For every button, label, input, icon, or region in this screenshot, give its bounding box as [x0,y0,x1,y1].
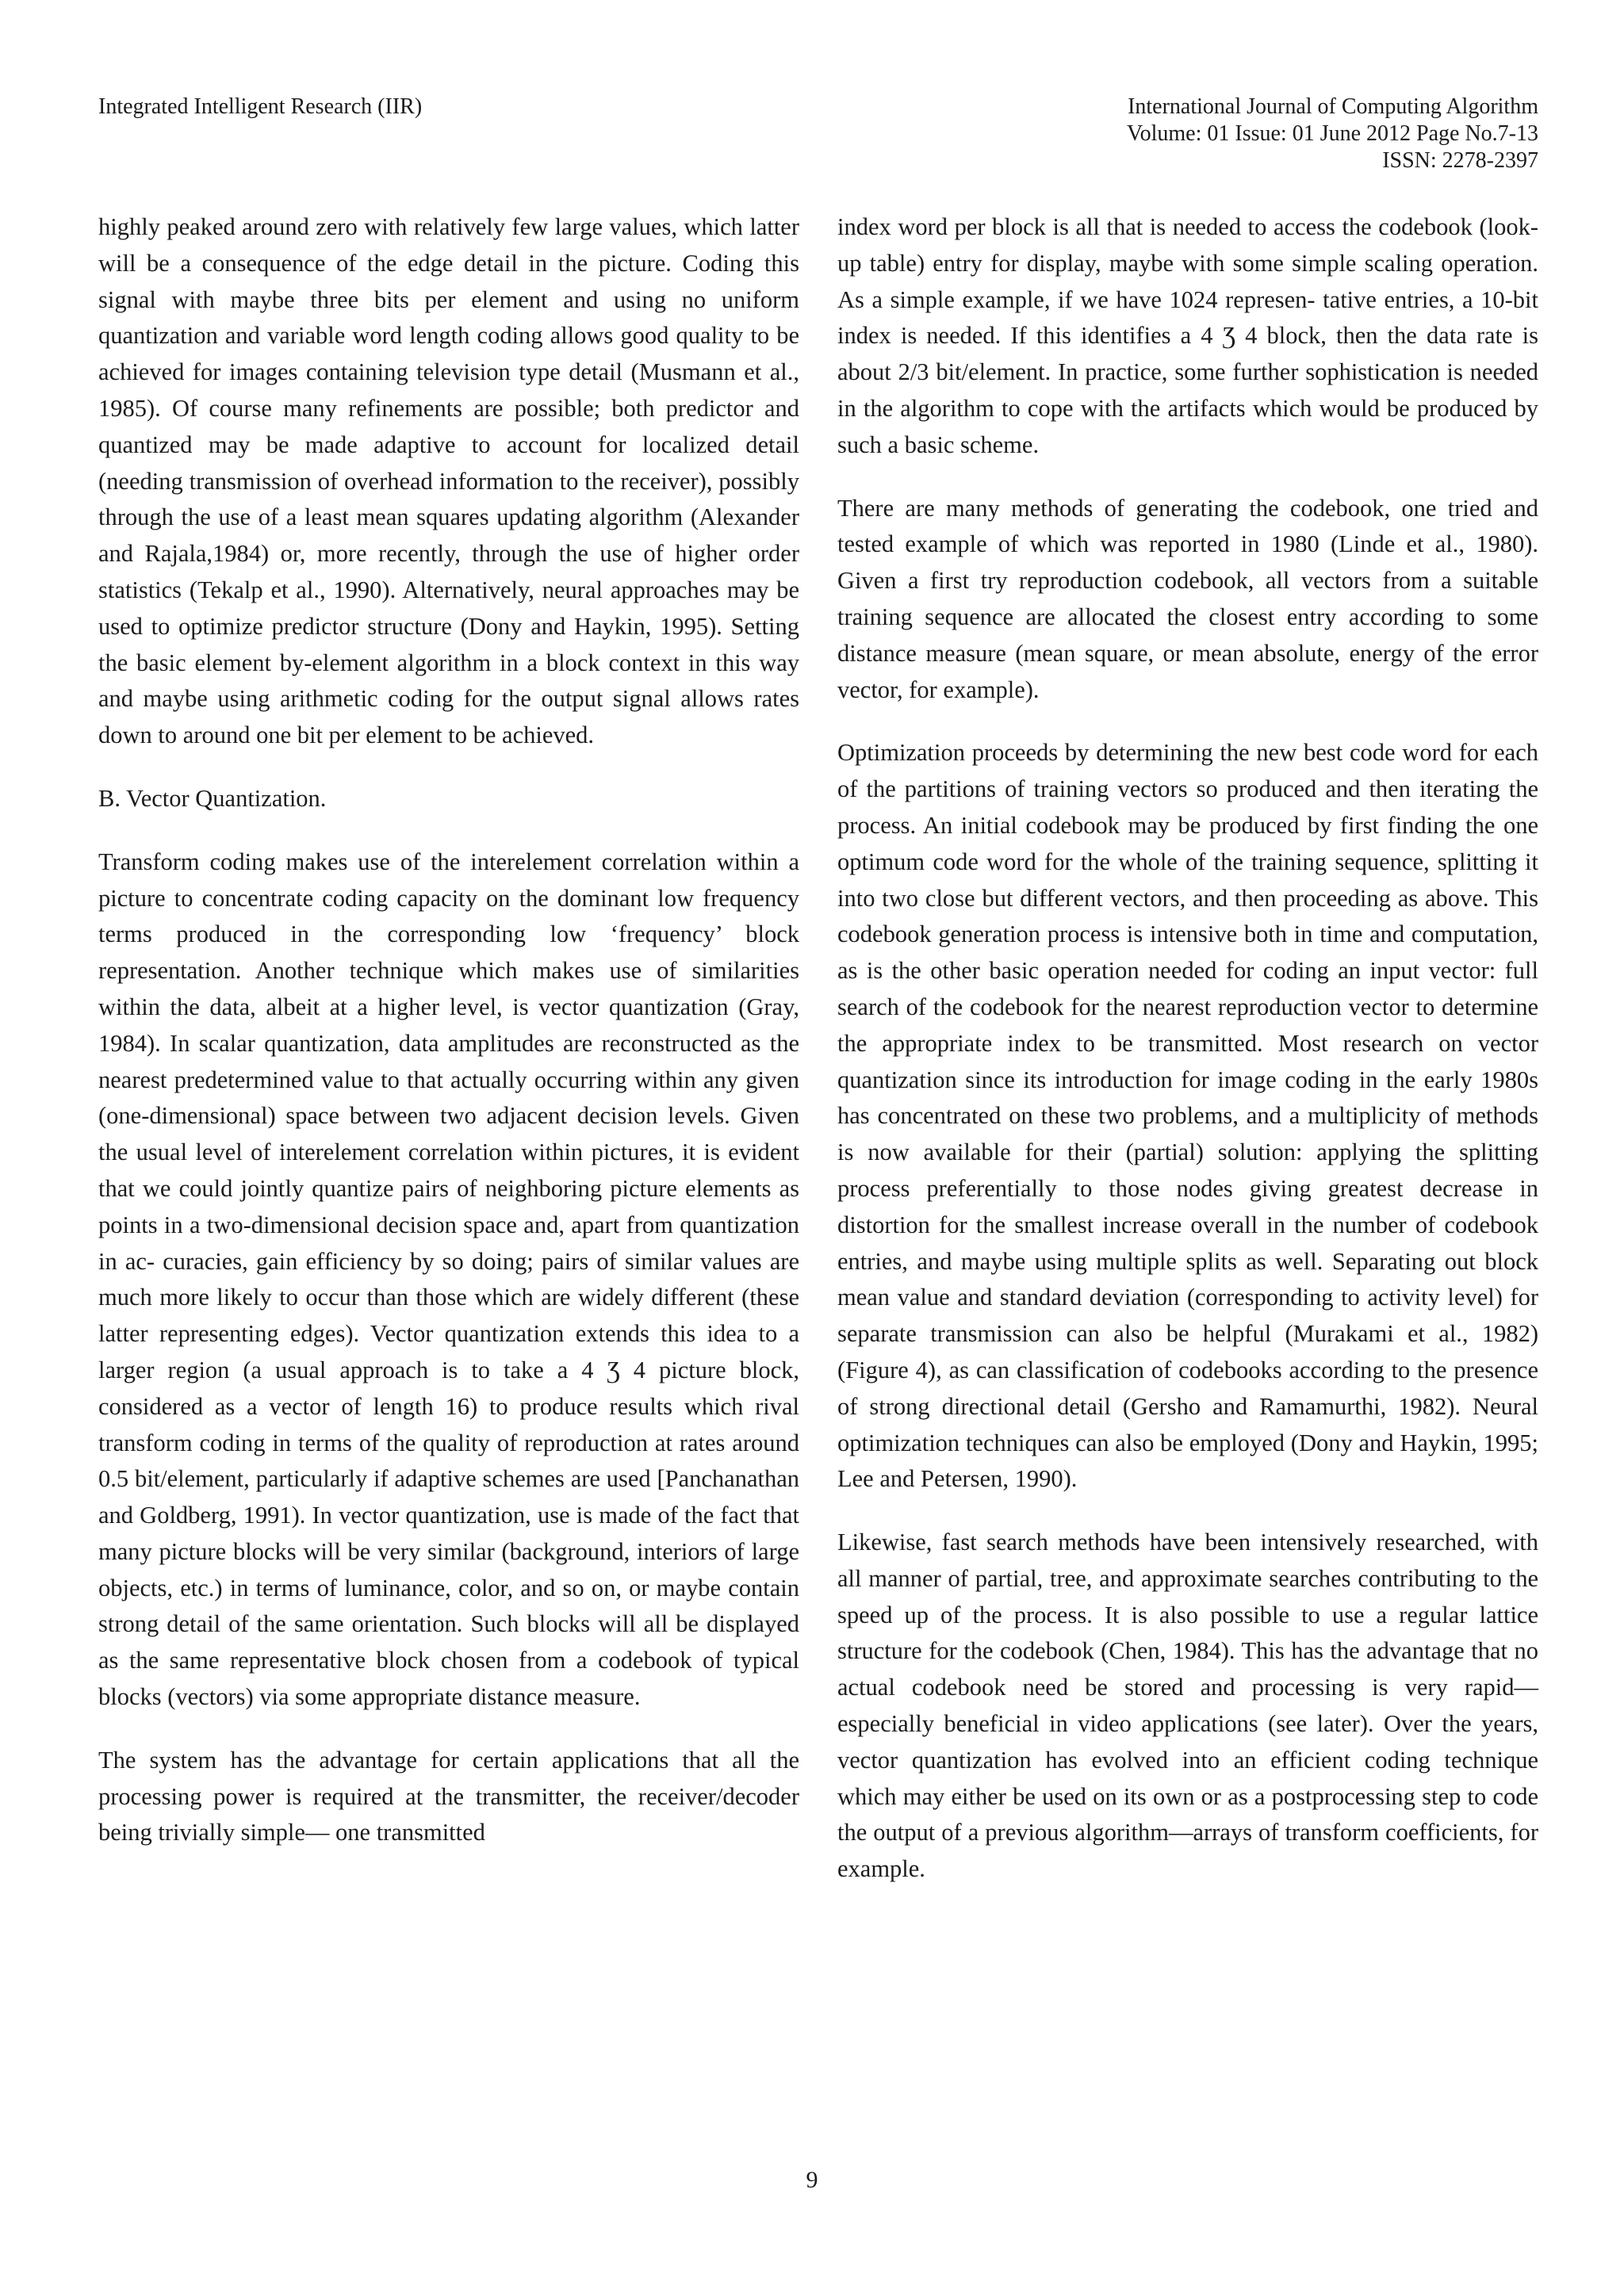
right-paragraph-2: There are many methods of generating the codebook, one tried and tested example of which was reported in 1980 (Linde et al., 1980). Given a first try reproduction codebook, all vectors from a suitable training sequence are allocated the closest entry according to some distance measure (mean square, or mean absolute, energy of the error vector, for example). [837,494,1538,703]
left-paragraph-2: Transform coding makes use of the interelement correlation within a picture to concentrate coding capacity on the dominant low frequency terms produced in the corresponding low ‘frequency’ block representation. Another technique which makes use of similarities within the data, albeit at a higher level, is vector quantization (Gray, 1984). In scalar quantization, data amplitudes are reconstructed as the nearest predetermined value to that actually occurring within any given (one-dimensional) space between two adjacent decision levels. Given the usual level of interelement correlation within pictures, it is evident that we could jointly quantize pairs of neighboring picture elements as points in a two-dimensional decision space and, apart from quantization in ac- curacies, gain efficiency by so doing; pairs of similar values are much more likely to occur than those which are widely different (these latter representing edges). Vector quantization extends this idea to a larger region (a usual approach is to take a 4 Ʒ 4 picture block, considered as a vector of length 16) to produce results which rival transform coding in terms of the quality of reproduction at rates around 0.5 bit/element, particularly if adaptive schemes are used [Panchanathan and Goldberg, 1991). In vector quantization, use is made of the fact that many picture blocks will be very similar (background, interiors of large objects, etc.) in terms of luminance, color, and so on, or maybe contain strong detail of the same orientation. Such blocks will all be displayed as the same representative block chosen from a codebook of typical blocks (vectors) via some appropriate distance measure. [98,848,799,1711]
journal-name: International Journal of Computing Algorithm [1128,94,1538,119]
page-number: 9 [806,2167,818,2193]
journal-volume-issue: Volume: 01 Issue: 01 June 2012 Page No.7-13 [1127,121,1538,146]
left-paragraph-3: The system has the advantage for certain applications that all the processing power is required at the transmitter, the receiver/decoder being trivially simple— one transmitted [98,1746,799,1846]
journal-short-title: Integrated Intelligent Research (IIR) [98,94,423,119]
right-paragraph-3: Optimization proceeds by determining the new best code word for each of the partitions of training vectors so produced and then iterating the process. An initial codebook may be produced by first finding the one optimum code word for the whole of the training sequence, splitting it into two close but different vectors, and then proceeding as above. This codebook generation process is intensive both in time and computation, as is the other basic operation needed for coding an input vector: full search of the codebook for the nearest reproduction vector to determine the appropriate index to be transmitted. Most research on vector quantization since its introduction for image coding in the early 1980s has concentrated on these two problems, and a multiplicity of methods is now available for their (partial) solution: applying the splitting process preferentially to those nodes giving greatest decrease in distortion for the smallest increase overall in the number of codebook entries, and maybe using multiple splits as well. Separating out block mean value and standard deviation (corresponding to activity level) for separate transmission can also be helpful (Murakami et al., 1982) (Figure 4), as can classification of codebooks according to the presence of strong directional detail (Gersho and Ramamurthi, 1982). Neural optimization techniques can also be employed (Dony and Haykin, 1995; Lee and Petersen, 1990). [837,739,1538,1493]
journal-issn: ISSN: 2278-2397 [1382,148,1538,173]
right-paragraph-4: Likewise, fast search methods have been intensively researched, with all manner of partial, tree, and approximate searches contributing to the speed up of the process. It is also possible to use a regular lattice structure for the codebook (Chen, 1984). This has the advantage that no actual codebook need be stored and processing is very rapid— especially beneficial in video applications (see later). Over the years, vector quantization has evolved into an efficient coding technique which may either be used on its own or as a postprocessing step to code the output of a previous algorithm—arrays of transform coefficients, for example. [837,1529,1538,1883]
section-heading-vector-quantization: B. Vector Quantization. [98,784,327,812]
right-paragraph-1: index word per block is all that is needed to access the codebook (look-up table) entry for display, maybe with some simple scaling operation. As a simple example, if we have 1024 represen- tative entries, a 10-bit index is needed. If this identifies a 4 Ʒ 4 block, then the data rate is about 2/3 bit/element. In practice, some further sophistication is needed in the algorithm to cope with the artifacts which would be produced by such a basic scheme. [837,213,1538,458]
left-paragraph-1: highly peaked around zero with relatively few large values, which latter will be a consequence of the edge detail in the picture. Coding this signal with maybe three bits per element and using no uniform quantization and variable word length coding allows good quality to be achieved for images containing television type detail (Musmann et al., 1985). Of course many refinements are possible; both predictor and quantized may be made adaptive to account for localized detail (needing transmission of overhead information to the receiver), possibly through the use of a least mean squares updating algorithm (Alexander and Rajala,1984) or, more recently, through the use of higher order statistics (Tekalp et al., 1990). Alternatively, neural approaches may be used to optimize predictor structure (Dony and Haykin, 1995). Setting the basic element by-element algorithm in a block context in this way and maybe using arithmetic coding for the output signal allows rates down to around one bit per element to be achieved. [98,213,799,749]
journal-info [1127,94,1538,174]
right-column [837,209,1538,1915]
left-column [98,209,799,1878]
